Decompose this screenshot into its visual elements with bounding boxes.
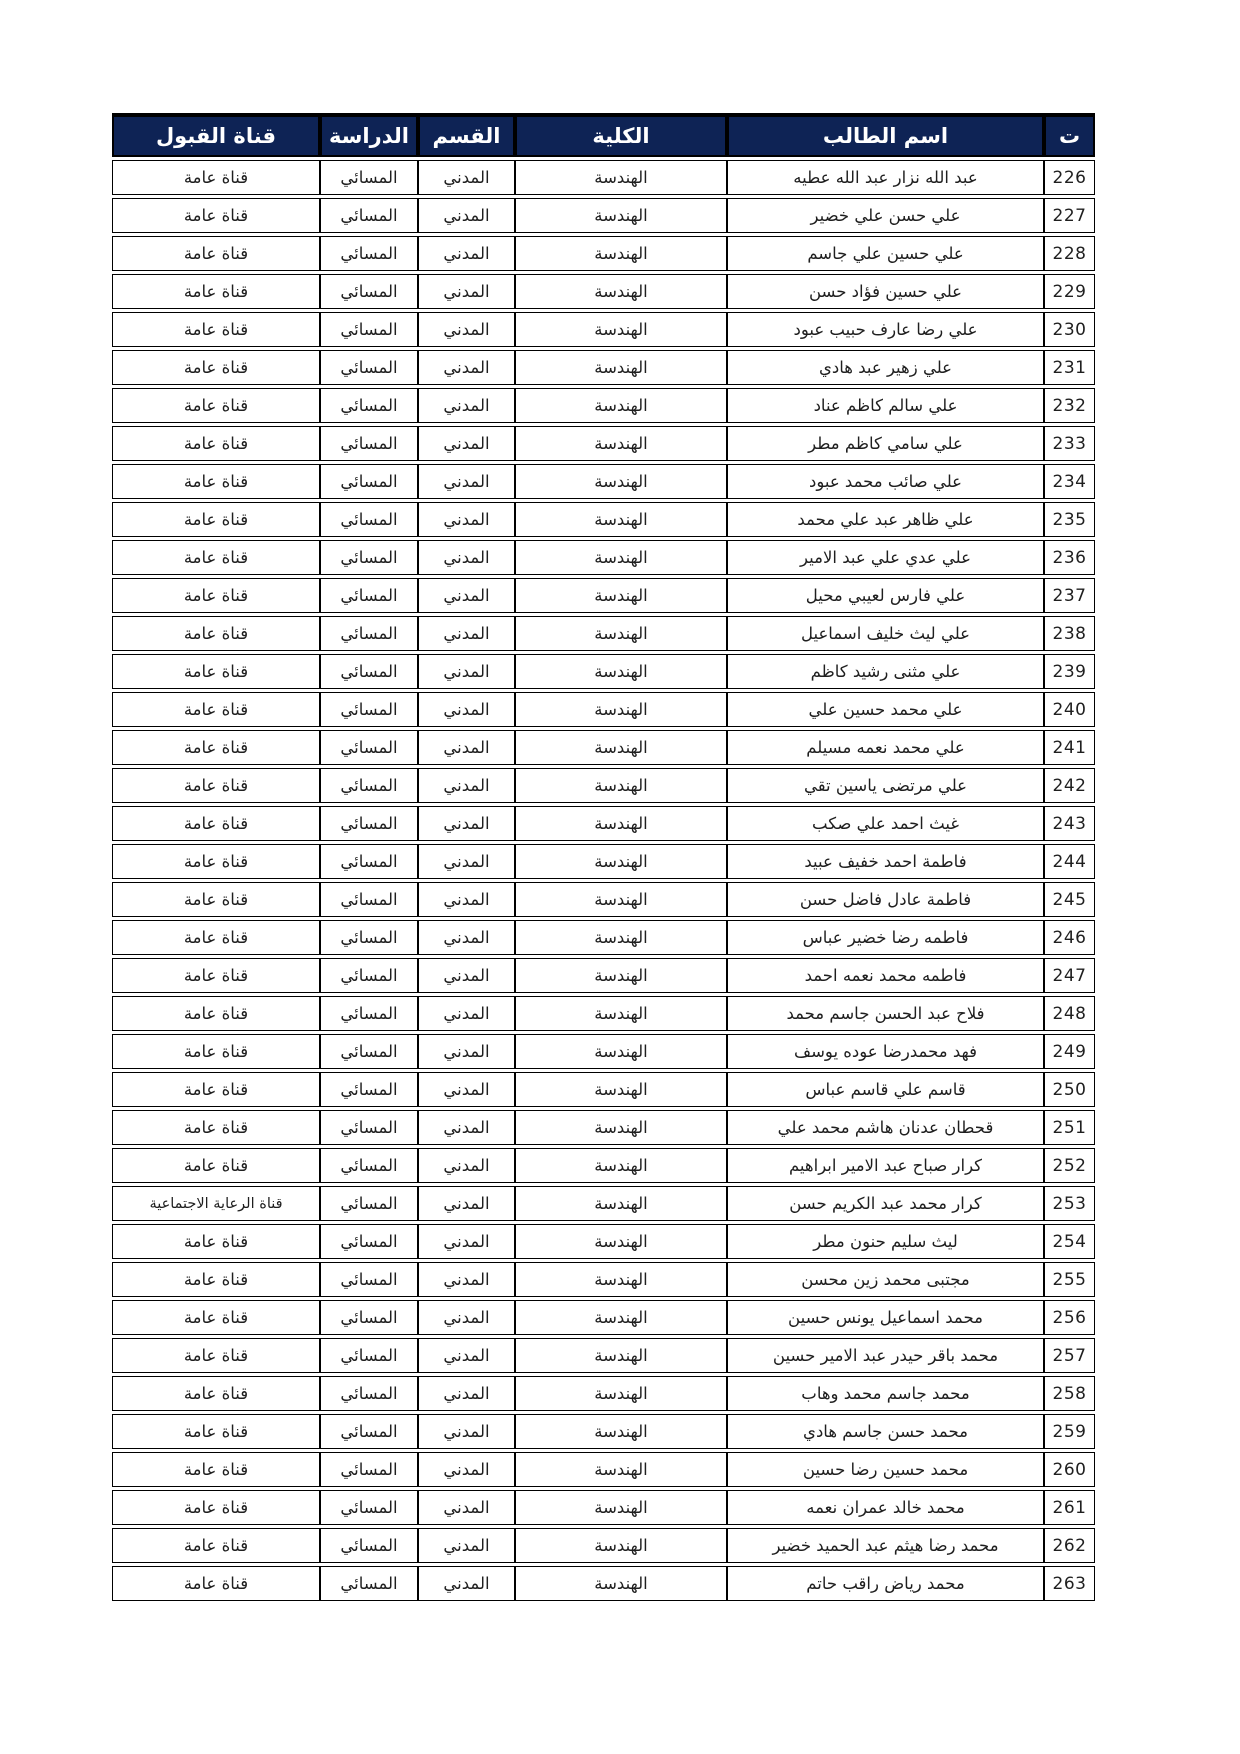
cell-college: الهندسة bbox=[515, 426, 727, 461]
cell-college: الهندسة bbox=[515, 198, 727, 233]
cell-college: الهندسة bbox=[515, 1300, 727, 1335]
cell-study: المسائي bbox=[320, 312, 418, 347]
cell-department: المدني bbox=[418, 730, 515, 765]
cell-name: فاطمة احمد خفيف عبيد bbox=[727, 844, 1044, 879]
table-row bbox=[112, 1262, 1095, 1297]
cell-study: المسائي bbox=[320, 1452, 418, 1487]
cell-department: المدني bbox=[418, 768, 515, 803]
cell-study: المسائي bbox=[320, 236, 418, 271]
cell-channel: قناة عامة bbox=[112, 616, 320, 651]
cell-channel: قناة عامة bbox=[112, 1072, 320, 1107]
table-row bbox=[112, 1034, 1095, 1069]
cell-channel: قناة عامة bbox=[112, 578, 320, 613]
table-row bbox=[112, 882, 1095, 917]
cell-name: ليث سليم حنون مطر bbox=[727, 1224, 1044, 1259]
header-cell-channel: قناة القبول bbox=[112, 113, 320, 157]
table-row bbox=[112, 578, 1095, 613]
cell-no: 246 bbox=[1044, 920, 1095, 955]
table-row bbox=[112, 1338, 1095, 1373]
cell-no: 240 bbox=[1044, 692, 1095, 727]
cell-no: 243 bbox=[1044, 806, 1095, 841]
cell-college: الهندسة bbox=[515, 692, 727, 727]
cell-no: 248 bbox=[1044, 996, 1095, 1031]
cell-name: محمد رياض راقب حاتم bbox=[727, 1566, 1044, 1601]
cell-no: 247 bbox=[1044, 958, 1095, 993]
cell-department: المدني bbox=[418, 350, 515, 385]
cell-name: علي صائب محمد عبود bbox=[727, 464, 1044, 499]
cell-no: 227 bbox=[1044, 198, 1095, 233]
cell-department: المدني bbox=[418, 996, 515, 1031]
cell-study: المسائي bbox=[320, 1072, 418, 1107]
cell-study: المسائي bbox=[320, 1528, 418, 1563]
cell-name: محمد حسن جاسم هادي bbox=[727, 1414, 1044, 1449]
cell-name: كرار محمد عبد الكريم حسن bbox=[727, 1186, 1044, 1221]
cell-name: محمد جاسم محمد وهاب bbox=[727, 1376, 1044, 1411]
cell-college: الهندسة bbox=[515, 1528, 727, 1563]
cell-no: 263 bbox=[1044, 1566, 1095, 1601]
cell-study: المسائي bbox=[320, 388, 418, 423]
cell-study: المسائي bbox=[320, 1186, 418, 1221]
cell-channel: قناة عامة bbox=[112, 502, 320, 537]
table-row bbox=[112, 844, 1095, 879]
cell-no: 252 bbox=[1044, 1148, 1095, 1183]
cell-department: المدني bbox=[418, 844, 515, 879]
cell-department: المدني bbox=[418, 578, 515, 613]
table-row bbox=[112, 274, 1095, 309]
cell-channel: قناة عامة bbox=[112, 768, 320, 803]
cell-name: محمد حسين رضا حسين bbox=[727, 1452, 1044, 1487]
table-row bbox=[112, 1414, 1095, 1449]
cell-name: علي حسين فؤاد حسن bbox=[727, 274, 1044, 309]
cell-no: 250 bbox=[1044, 1072, 1095, 1107]
cell-department: المدني bbox=[418, 1148, 515, 1183]
cell-study: المسائي bbox=[320, 1300, 418, 1335]
cell-name: علي مثنى رشيد كاظم bbox=[727, 654, 1044, 689]
cell-study: المسائي bbox=[320, 1566, 418, 1601]
cell-department: المدني bbox=[418, 1186, 515, 1221]
table-row bbox=[112, 1566, 1095, 1601]
cell-study: المسائي bbox=[320, 160, 418, 195]
cell-channel: قناة عامة bbox=[112, 464, 320, 499]
cell-college: الهندسة bbox=[515, 1072, 727, 1107]
cell-study: المسائي bbox=[320, 1262, 418, 1297]
cell-college: الهندسة bbox=[515, 1186, 727, 1221]
cell-department: المدني bbox=[418, 1338, 515, 1373]
table-row bbox=[112, 464, 1095, 499]
cell-college: الهندسة bbox=[515, 768, 727, 803]
cell-name: علي حسين علي جاسم bbox=[727, 236, 1044, 271]
table-row bbox=[112, 1186, 1095, 1221]
cell-channel: قناة عامة bbox=[112, 388, 320, 423]
cell-study: المسائي bbox=[320, 616, 418, 651]
cell-no: 232 bbox=[1044, 388, 1095, 423]
cell-college: الهندسة bbox=[515, 1414, 727, 1449]
cell-channel: قناة عامة bbox=[112, 1452, 320, 1487]
cell-channel: قناة عامة bbox=[112, 1300, 320, 1335]
cell-college: الهندسة bbox=[515, 236, 727, 271]
cell-study: المسائي bbox=[320, 730, 418, 765]
cell-college: الهندسة bbox=[515, 274, 727, 309]
cell-college: الهندسة bbox=[515, 806, 727, 841]
cell-study: المسائي bbox=[320, 920, 418, 955]
cell-no: 254 bbox=[1044, 1224, 1095, 1259]
cell-no: 229 bbox=[1044, 274, 1095, 309]
table-row bbox=[112, 920, 1095, 955]
cell-department: المدني bbox=[418, 1452, 515, 1487]
cell-channel: قناة عامة bbox=[112, 274, 320, 309]
cell-college: الهندسة bbox=[515, 1110, 727, 1145]
table-row bbox=[112, 160, 1095, 195]
cell-channel: قناة عامة bbox=[112, 1262, 320, 1297]
cell-channel: قناة عامة bbox=[112, 1148, 320, 1183]
cell-department: المدني bbox=[418, 1224, 515, 1259]
cell-study: المسائي bbox=[320, 502, 418, 537]
cell-channel: قناة عامة bbox=[112, 692, 320, 727]
cell-name: فهد محمدرضا عوده يوسف bbox=[727, 1034, 1044, 1069]
cell-name: علي سالم كاظم عناد bbox=[727, 388, 1044, 423]
cell-college: الهندسة bbox=[515, 160, 727, 195]
cell-college: الهندسة bbox=[515, 1224, 727, 1259]
cell-study: المسائي bbox=[320, 1414, 418, 1449]
table-row bbox=[112, 1528, 1095, 1563]
cell-college: الهندسة bbox=[515, 844, 727, 879]
cell-no: 251 bbox=[1044, 1110, 1095, 1145]
cell-no: 228 bbox=[1044, 236, 1095, 271]
cell-study: المسائي bbox=[320, 274, 418, 309]
cell-name: علي ظاهر عبد علي محمد bbox=[727, 502, 1044, 537]
table-row bbox=[112, 730, 1095, 765]
cell-no: 230 bbox=[1044, 312, 1095, 347]
cell-no: 255 bbox=[1044, 1262, 1095, 1297]
cell-department: المدني bbox=[418, 654, 515, 689]
cell-department: المدني bbox=[418, 464, 515, 499]
table-row bbox=[112, 616, 1095, 651]
cell-no: 258 bbox=[1044, 1376, 1095, 1411]
cell-channel: قناة عامة bbox=[112, 1110, 320, 1145]
table-row bbox=[112, 312, 1095, 347]
cell-channel: قناة عامة bbox=[112, 1566, 320, 1601]
cell-department: المدني bbox=[418, 1566, 515, 1601]
table-row bbox=[112, 1300, 1095, 1335]
cell-department: المدني bbox=[418, 1376, 515, 1411]
cell-no: 233 bbox=[1044, 426, 1095, 461]
cell-name: علي سامي كاظم مطر bbox=[727, 426, 1044, 461]
table-row bbox=[112, 350, 1095, 385]
cell-name: علي فارس لعيبي محيل bbox=[727, 578, 1044, 613]
cell-department: المدني bbox=[418, 616, 515, 651]
cell-no: 259 bbox=[1044, 1414, 1095, 1449]
header-cell-name: اسم الطالب bbox=[727, 113, 1044, 157]
cell-channel: قناة عامة bbox=[112, 882, 320, 917]
cell-study: المسائي bbox=[320, 1490, 418, 1525]
cell-study: المسائي bbox=[320, 958, 418, 993]
cell-study: المسائي bbox=[320, 882, 418, 917]
cell-study: المسائي bbox=[320, 350, 418, 385]
header-cell-department: القسم bbox=[418, 113, 515, 157]
cell-no: 256 bbox=[1044, 1300, 1095, 1335]
cell-channel: قناة عامة bbox=[112, 312, 320, 347]
cell-channel: قناة عامة bbox=[112, 540, 320, 575]
table-row bbox=[112, 958, 1095, 993]
cell-college: الهندسة bbox=[515, 388, 727, 423]
cell-name: فلاح عبد الحسن جاسم محمد bbox=[727, 996, 1044, 1031]
cell-name: محمد باقر حيدر عبد الامير حسين bbox=[727, 1338, 1044, 1373]
cell-name: محمد اسماعيل يونس حسين bbox=[727, 1300, 1044, 1335]
cell-study: المسائي bbox=[320, 768, 418, 803]
cell-channel: قناة عامة bbox=[112, 198, 320, 233]
cell-channel: قناة عامة bbox=[112, 996, 320, 1031]
cell-college: الهندسة bbox=[515, 654, 727, 689]
cell-department: المدني bbox=[418, 274, 515, 309]
cell-college: الهندسة bbox=[515, 350, 727, 385]
cell-no: 257 bbox=[1044, 1338, 1095, 1373]
cell-name: علي محمد نعمه مسيلم bbox=[727, 730, 1044, 765]
cell-department: المدني bbox=[418, 1300, 515, 1335]
cell-channel: قناة عامة bbox=[112, 1224, 320, 1259]
cell-no: 237 bbox=[1044, 578, 1095, 613]
cell-department: المدني bbox=[418, 1110, 515, 1145]
cell-college: الهندسة bbox=[515, 996, 727, 1031]
cell-no: 234 bbox=[1044, 464, 1095, 499]
cell-name: علي زهير عبد هادي bbox=[727, 350, 1044, 385]
cell-channel: قناة عامة bbox=[112, 958, 320, 993]
cell-department: المدني bbox=[418, 1262, 515, 1297]
cell-name: كرار صباح عبد الامير ابراهيم bbox=[727, 1148, 1044, 1183]
cell-no: 239 bbox=[1044, 654, 1095, 689]
cell-college: الهندسة bbox=[515, 1262, 727, 1297]
cell-study: المسائي bbox=[320, 692, 418, 727]
table-row bbox=[112, 236, 1095, 271]
cell-channel: قناة عامة bbox=[112, 1034, 320, 1069]
cell-department: المدني bbox=[418, 1072, 515, 1107]
cell-no: 244 bbox=[1044, 844, 1095, 879]
header-cell-college: الكلية bbox=[515, 113, 727, 157]
cell-department: المدني bbox=[418, 1414, 515, 1449]
cell-name: علي مرتضى ياسين تقي bbox=[727, 768, 1044, 803]
table-row bbox=[112, 806, 1095, 841]
cell-college: الهندسة bbox=[515, 1034, 727, 1069]
cell-college: الهندسة bbox=[515, 312, 727, 347]
table-row bbox=[112, 1072, 1095, 1107]
cell-department: المدني bbox=[418, 540, 515, 575]
cell-channel: قناة عامة bbox=[112, 806, 320, 841]
cell-department: المدني bbox=[418, 236, 515, 271]
cell-college: الهندسة bbox=[515, 1566, 727, 1601]
cell-college: الهندسة bbox=[515, 730, 727, 765]
cell-study: المسائي bbox=[320, 1034, 418, 1069]
cell-study: المسائي bbox=[320, 1148, 418, 1183]
cell-department: المدني bbox=[418, 502, 515, 537]
table-row bbox=[112, 1148, 1095, 1183]
cell-department: المدني bbox=[418, 1528, 515, 1563]
cell-name: علي رضا عارف حبيب عبود bbox=[727, 312, 1044, 347]
cell-department: المدني bbox=[418, 1490, 515, 1525]
table-row bbox=[112, 1452, 1095, 1487]
cell-name: عبد الله نزار عبد الله عطيه bbox=[727, 160, 1044, 195]
table-row bbox=[112, 692, 1095, 727]
cell-college: الهندسة bbox=[515, 1490, 727, 1525]
cell-department: المدني bbox=[418, 920, 515, 955]
cell-study: المسائي bbox=[320, 1376, 418, 1411]
cell-no: 245 bbox=[1044, 882, 1095, 917]
cell-channel: قناة عامة bbox=[112, 654, 320, 689]
cell-name: مجتبى محمد زين محسن bbox=[727, 1262, 1044, 1297]
cell-no: 236 bbox=[1044, 540, 1095, 575]
cell-college: الهندسة bbox=[515, 1376, 727, 1411]
students-table-container bbox=[112, 110, 1095, 1604]
cell-no: 262 bbox=[1044, 1528, 1095, 1563]
table-row bbox=[112, 388, 1095, 423]
cell-no: 235 bbox=[1044, 502, 1095, 537]
table-body bbox=[112, 160, 1095, 1601]
table-row bbox=[112, 996, 1095, 1031]
table-row bbox=[112, 654, 1095, 689]
header-row bbox=[112, 113, 1095, 157]
cell-study: المسائي bbox=[320, 540, 418, 575]
cell-college: الهندسة bbox=[515, 502, 727, 537]
cell-college: الهندسة bbox=[515, 540, 727, 575]
cell-college: الهندسة bbox=[515, 616, 727, 651]
students-table bbox=[112, 110, 1095, 1604]
header-cell-study: الدراسة bbox=[320, 113, 418, 157]
cell-name: محمد خالد عمران نعمه bbox=[727, 1490, 1044, 1525]
cell-college: الهندسة bbox=[515, 1338, 727, 1373]
table-row bbox=[112, 540, 1095, 575]
cell-department: المدني bbox=[418, 426, 515, 461]
table-row bbox=[112, 426, 1095, 461]
cell-study: المسائي bbox=[320, 806, 418, 841]
cell-college: الهندسة bbox=[515, 578, 727, 613]
table-row bbox=[112, 198, 1095, 233]
cell-college: الهندسة bbox=[515, 1452, 727, 1487]
cell-college: الهندسة bbox=[515, 464, 727, 499]
cell-channel: قناة عامة bbox=[112, 1376, 320, 1411]
table-row bbox=[112, 502, 1095, 537]
cell-college: الهندسة bbox=[515, 958, 727, 993]
cell-name: فاطمه رضا خضير عباس bbox=[727, 920, 1044, 955]
cell-college: الهندسة bbox=[515, 882, 727, 917]
table-row bbox=[112, 1490, 1095, 1525]
cell-department: المدني bbox=[418, 388, 515, 423]
cell-name: علي حسن علي خضير bbox=[727, 198, 1044, 233]
table-row bbox=[112, 768, 1095, 803]
cell-study: المسائي bbox=[320, 464, 418, 499]
header-cell-no: ت bbox=[1044, 113, 1095, 157]
cell-study: المسائي bbox=[320, 844, 418, 879]
cell-channel: قناة عامة bbox=[112, 1414, 320, 1449]
cell-name: غيث احمد علي صكب bbox=[727, 806, 1044, 841]
cell-no: 253 bbox=[1044, 1186, 1095, 1221]
cell-channel: قناة عامة bbox=[112, 426, 320, 461]
cell-department: المدني bbox=[418, 160, 515, 195]
cell-no: 241 bbox=[1044, 730, 1095, 765]
cell-department: المدني bbox=[418, 1034, 515, 1069]
cell-channel: قناة الرعاية الاجتماعية bbox=[112, 1186, 320, 1221]
cell-name: قاسم علي قاسم عباس bbox=[727, 1072, 1044, 1107]
table-row bbox=[112, 1110, 1095, 1145]
cell-channel: قناة عامة bbox=[112, 730, 320, 765]
cell-study: المسائي bbox=[320, 654, 418, 689]
cell-department: المدني bbox=[418, 692, 515, 727]
cell-study: المسائي bbox=[320, 1338, 418, 1373]
cell-department: المدني bbox=[418, 958, 515, 993]
cell-channel: قناة عامة bbox=[112, 160, 320, 195]
cell-name: فاطمه محمد نعمه احمد bbox=[727, 958, 1044, 993]
cell-study: المسائي bbox=[320, 1224, 418, 1259]
cell-channel: قناة عامة bbox=[112, 1528, 320, 1563]
cell-name: محمد رضا هيثم عبد الحميد خضير bbox=[727, 1528, 1044, 1563]
cell-name: علي عدي علي عبد الامير bbox=[727, 540, 1044, 575]
cell-no: 261 bbox=[1044, 1490, 1095, 1525]
cell-study: المسائي bbox=[320, 996, 418, 1031]
cell-department: المدني bbox=[418, 312, 515, 347]
cell-name: قحطان عدنان هاشم محمد علي bbox=[727, 1110, 1044, 1145]
cell-channel: قناة عامة bbox=[112, 1338, 320, 1373]
cell-college: الهندسة bbox=[515, 1148, 727, 1183]
cell-channel: قناة عامة bbox=[112, 236, 320, 271]
cell-study: المسائي bbox=[320, 1110, 418, 1145]
cell-channel: قناة عامة bbox=[112, 920, 320, 955]
table-header bbox=[112, 113, 1095, 157]
cell-department: المدني bbox=[418, 882, 515, 917]
table-row bbox=[112, 1376, 1095, 1411]
cell-channel: قناة عامة bbox=[112, 844, 320, 879]
table-row bbox=[112, 1224, 1095, 1259]
cell-channel: قناة عامة bbox=[112, 350, 320, 385]
cell-college: الهندسة bbox=[515, 920, 727, 955]
cell-no: 226 bbox=[1044, 160, 1095, 195]
cell-study: المسائي bbox=[320, 578, 418, 613]
cell-channel: قناة عامة bbox=[112, 1490, 320, 1525]
cell-name: علي محمد حسين علي bbox=[727, 692, 1044, 727]
cell-name: علي ليث خليف اسماعيل bbox=[727, 616, 1044, 651]
cell-department: المدني bbox=[418, 198, 515, 233]
cell-no: 242 bbox=[1044, 768, 1095, 803]
cell-study: المسائي bbox=[320, 198, 418, 233]
cell-no: 238 bbox=[1044, 616, 1095, 651]
cell-department: المدني bbox=[418, 806, 515, 841]
cell-no: 249 bbox=[1044, 1034, 1095, 1069]
cell-study: المسائي bbox=[320, 426, 418, 461]
cell-no: 260 bbox=[1044, 1452, 1095, 1487]
cell-no: 231 bbox=[1044, 350, 1095, 385]
cell-name: فاطمة عادل فاضل حسن bbox=[727, 882, 1044, 917]
